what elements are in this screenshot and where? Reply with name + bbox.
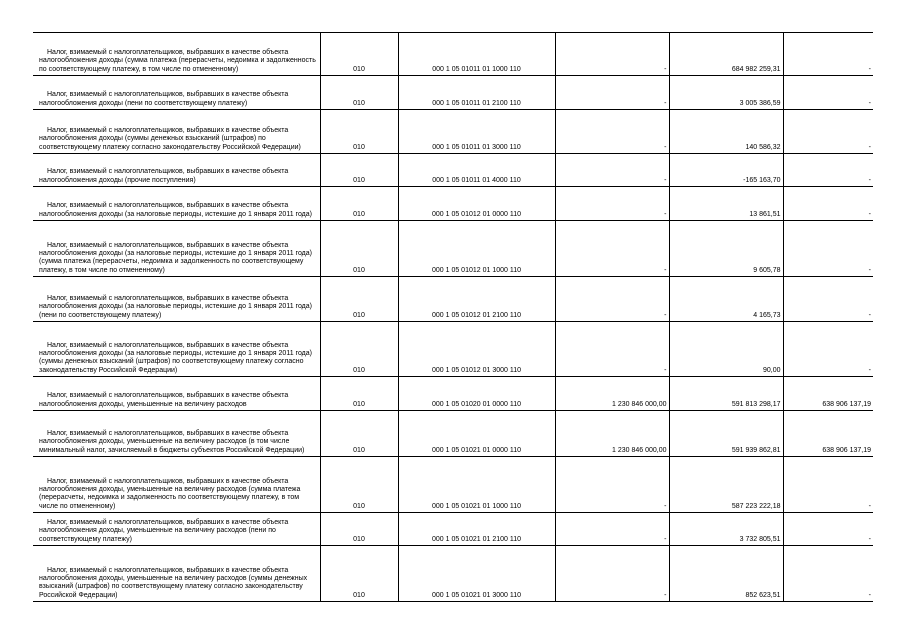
table-row — [33, 411, 873, 457]
unexecuted-cell: 638 906 137,19 — [783, 377, 873, 411]
row-name-cell — [33, 76, 320, 110]
row-name: Налог, взимаемый с налогоплательщиков, выбравших в качестве объекта налогообложения доходы, уменьшенные на величину расходов (пени по соответствующему платежу) — [39, 519, 289, 543]
executed-cell: -165 163,70 — [669, 154, 783, 187]
line-code-cell: 010 — [320, 513, 398, 546]
row-name-cell — [33, 377, 320, 411]
approved-cell: - — [555, 277, 669, 322]
line-code-cell: 010 — [320, 277, 398, 322]
line-code-cell: 010 — [320, 221, 398, 277]
executed-cell: 684 982 259,31 — [669, 33, 783, 76]
row-name-cell — [33, 33, 320, 76]
approved-cell: 1 230 846 000,00 — [555, 411, 669, 457]
line-code-cell: 010 — [320, 76, 398, 110]
budget-code-cell: 000 1 05 01011 01 2100 110 — [398, 76, 555, 110]
approved-cell: - — [555, 154, 669, 187]
table-row — [33, 33, 873, 76]
budget-code-cell: 000 1 05 01012 01 0000 110 — [398, 187, 555, 221]
executed-cell: 591 939 862,81 — [669, 411, 783, 457]
row-name: Налог, взимаемый с налогоплательщиков, выбравших в качестве объекта налогообложения доходы (за налоговые периоды, истекшие до 1 января 2011 года) (суммы денежных взысканий (штрафов) по соответствующему платежу согласно законодательству Российской Федерации) — [39, 341, 312, 374]
row-name-cell — [33, 546, 320, 602]
table-row — [33, 187, 873, 221]
line-code-cell: 010 — [320, 154, 398, 187]
unexecuted-cell: - — [783, 546, 873, 602]
table-row — [33, 110, 873, 154]
unexecuted-cell: - — [783, 110, 873, 154]
executed-cell: 4 165,73 — [669, 277, 783, 322]
table-row — [33, 322, 873, 377]
executed-cell: 587 223 222,18 — [669, 457, 783, 513]
approved-cell: - — [555, 221, 669, 277]
row-name-cell — [33, 457, 320, 513]
row-name-cell — [33, 110, 320, 154]
executed-cell: 3 005 386,59 — [669, 76, 783, 110]
row-name-cell — [33, 411, 320, 457]
unexecuted-cell: - — [783, 513, 873, 546]
table-row — [33, 221, 873, 277]
row-name: Налог, взимаемый с налогоплательщиков, выбравших в качестве объекта налогообложения доходы (сумма платежа (перерасчеты, недоимка и задолженность по соответствующему платежу, в том числе по отмененному) — [39, 49, 316, 73]
table-row — [33, 277, 873, 322]
budget-code-cell: 000 1 05 01020 01 0000 110 — [398, 377, 555, 411]
unexecuted-cell: - — [783, 322, 873, 377]
approved-cell: - — [555, 513, 669, 546]
table-row — [33, 76, 873, 110]
unexecuted-cell: - — [783, 221, 873, 277]
unexecuted-cell: - — [783, 277, 873, 322]
revenue-table — [33, 32, 873, 602]
budget-code-cell: 000 1 05 01012 01 1000 110 — [398, 221, 555, 277]
row-name: Налог, взимаемый с налогоплательщиков, выбравших в качестве объекта налогообложения доходы (за налоговые периоды, истекшие до 1 января 2011 года) (сумма платежа (перерасчеты, недоимка и задолженность по соответствующему платежу, в том числе по отмененному) — [39, 241, 312, 274]
row-name: Налог, взимаемый с налогоплательщиков, выбравших в качестве объекта налогообложения доходы (за налоговые периоды, истекшие до 1 января 2011 года) — [39, 202, 312, 218]
approved-cell: - — [555, 322, 669, 377]
budget-code-cell: 000 1 05 01021 01 0000 110 — [398, 411, 555, 457]
executed-cell: 3 732 805,51 — [669, 513, 783, 546]
line-code-cell: 010 — [320, 187, 398, 221]
unexecuted-cell: 638 906 137,19 — [783, 411, 873, 457]
executed-cell: 140 586,32 — [669, 110, 783, 154]
row-name-cell — [33, 221, 320, 277]
table-row — [33, 546, 873, 602]
approved-cell: 1 230 846 000,00 — [555, 377, 669, 411]
row-name: Налог, взимаемый с налогоплательщиков, выбравших в качестве объекта налогообложения доходы (прочие поступления) — [39, 168, 289, 184]
line-code-cell: 010 — [320, 546, 398, 602]
executed-cell: 13 861,51 — [669, 187, 783, 221]
budget-code-cell: 000 1 05 01011 01 3000 110 — [398, 110, 555, 154]
budget-code-cell: 000 1 05 01021 01 1000 110 — [398, 457, 555, 513]
line-code-cell: 010 — [320, 457, 398, 513]
table-row — [33, 377, 873, 411]
line-code-cell: 010 — [320, 110, 398, 154]
approved-cell: - — [555, 110, 669, 154]
budget-code-cell: 000 1 05 01012 01 2100 110 — [398, 277, 555, 322]
row-name: Налог, взимаемый с налогоплательщиков, выбравших в качестве объекта налогообложения доходы, уменьшенные на величину расходов — [39, 392, 289, 408]
approved-cell: - — [555, 187, 669, 221]
budget-code-cell: 000 1 05 01011 01 1000 110 — [398, 33, 555, 76]
budget-code-cell: 000 1 05 01021 01 3000 110 — [398, 546, 555, 602]
line-code-cell: 010 — [320, 411, 398, 457]
row-name: Налог, взимаемый с налогоплательщиков, выбравших в качестве объекта налогообложения доходы, уменьшенные на величину расходов (суммы денежных взысканий (штрафов) по соответствующему платежу согласно законодательству Российской Федерации) — [39, 566, 308, 599]
table-row — [33, 513, 873, 546]
unexecuted-cell: - — [783, 187, 873, 221]
row-name-cell — [33, 322, 320, 377]
budget-code-cell: 000 1 05 01011 01 4000 110 — [398, 154, 555, 187]
row-name-cell — [33, 277, 320, 322]
row-name-cell — [33, 154, 320, 187]
budget-code-cell: 000 1 05 01012 01 3000 110 — [398, 322, 555, 377]
executed-cell: 9 605,78 — [669, 221, 783, 277]
row-name: Налог, взимаемый с налогоплательщиков, выбравших в качестве объекта налогообложения доходы (пени по соответствующему платежу) — [39, 91, 289, 107]
unexecuted-cell: - — [783, 457, 873, 513]
row-name: Налог, взимаемый с налогоплательщиков, выбравших в качестве объекта налогообложения доходы, уменьшенные на величину расходов (сумма платежа (перерасчеты, недоимка и задолженность по соответствующему платежу, в том числе по отмененному) — [39, 477, 301, 510]
line-code-cell: 010 — [320, 33, 398, 76]
row-name: Налог, взимаемый с налогоплательщиков, выбравших в качестве объекта налогообложения доходы (суммы денежных взысканий (штрафов) по соответствующему платежу согласно законодательству Российской Федерации) — [39, 127, 301, 151]
budget-code-cell: 000 1 05 01021 01 2100 110 — [398, 513, 555, 546]
executed-cell: 591 813 298,17 — [669, 377, 783, 411]
unexecuted-cell: - — [783, 154, 873, 187]
executed-cell: 90,00 — [669, 322, 783, 377]
approved-cell: - — [555, 76, 669, 110]
executed-cell: 852 623,51 — [669, 546, 783, 602]
table-row — [33, 154, 873, 187]
unexecuted-cell: - — [783, 33, 873, 76]
approved-cell: - — [555, 33, 669, 76]
line-code-cell: 010 — [320, 322, 398, 377]
row-name: Налог, взимаемый с налогоплательщиков, выбравших в качестве объекта налогообложения доходы, уменьшенные на величину расходов (в том числе минимальный налог, зачисляемый в бюджеты субъектов Российской Федерации) — [39, 430, 305, 454]
row-name: Налог, взимаемый с налогоплательщиков, выбравших в качестве объекта налогообложения доходы (за налоговые периоды, истекшие до 1 января 2011 года) (пени по соответствующему платежу) — [39, 295, 312, 319]
unexecuted-cell: - — [783, 76, 873, 110]
line-code-cell: 010 — [320, 377, 398, 411]
approved-cell: - — [555, 546, 669, 602]
approved-cell: - — [555, 457, 669, 513]
table-row — [33, 457, 873, 513]
row-name-cell — [33, 513, 320, 546]
row-name-cell — [33, 187, 320, 221]
